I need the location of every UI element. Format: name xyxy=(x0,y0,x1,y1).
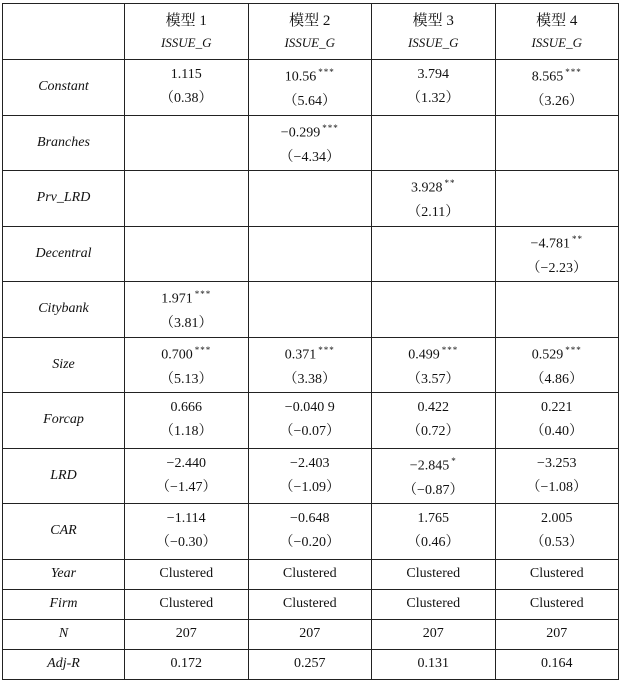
coefficient-value: −4.781 xyxy=(530,236,570,252)
coefficient-value: −0.299 xyxy=(280,125,321,141)
coefficient-value: −0.648 xyxy=(290,511,330,527)
footer-value: Clustered xyxy=(372,589,496,619)
coefficient-cell xyxy=(125,226,249,282)
footer-value: Clustered xyxy=(248,559,372,589)
variable-name: Forcap xyxy=(3,393,125,449)
variable-name: Branches xyxy=(3,115,125,171)
t-statistic: （−2.23） xyxy=(526,260,587,276)
footer-label: Year xyxy=(3,559,125,589)
footer-row xyxy=(3,589,619,619)
coefficient-value: −0.040 9 xyxy=(284,400,335,416)
coefficient-cell xyxy=(372,282,496,338)
coefficient-line xyxy=(500,227,615,257)
footer-value: Clustered xyxy=(125,559,249,589)
t-statistic: （3.81） xyxy=(160,316,213,332)
coefficient-cell xyxy=(125,60,249,116)
coefficient-cell xyxy=(495,226,619,282)
coefficient-cell xyxy=(248,393,372,449)
significance-stars: *** xyxy=(194,289,212,300)
coefficient-line xyxy=(376,449,491,479)
coefficient-value: 0.422 xyxy=(417,400,449,416)
variable-name: Size xyxy=(3,337,125,393)
coefficient-cell xyxy=(248,337,372,393)
coefficient-cell xyxy=(248,504,372,560)
coefficient-value: −2.403 xyxy=(290,455,330,471)
coefficient-cell xyxy=(372,504,496,560)
coefficient-value: −2.440 xyxy=(166,455,206,471)
coefficient-value: 0.529 xyxy=(531,347,564,363)
t-statistic: （−4.34） xyxy=(279,149,340,165)
t-statistic: （4.86） xyxy=(530,371,583,387)
footer-value: Clustered xyxy=(372,559,496,589)
t-statistic: （0.72） xyxy=(407,424,460,440)
footer-value: 0.131 xyxy=(372,649,496,679)
coefficient-cell xyxy=(248,60,372,116)
coefficient-value: 1.765 xyxy=(417,511,449,527)
footer-value: Clustered xyxy=(248,589,372,619)
coefficient-line xyxy=(376,171,491,201)
table-row xyxy=(3,115,619,171)
t-statistic: （3.57） xyxy=(407,371,460,387)
table-row xyxy=(3,60,619,116)
coefficient-value: 3.794 xyxy=(417,67,449,83)
t-statistic: （0.46） xyxy=(407,535,460,551)
coefficient-cell xyxy=(125,337,249,393)
dependent-variable: ISSUE_G xyxy=(284,34,336,50)
t-statistic: （−0.20） xyxy=(279,535,340,551)
coefficient-line xyxy=(500,507,615,531)
t-statistic: （−0.30） xyxy=(156,535,217,551)
table-row xyxy=(3,504,619,560)
coefficient-line xyxy=(253,338,368,368)
model-label: 模型 2 xyxy=(289,12,331,29)
dependent-variable: ISSUE_G xyxy=(407,34,459,50)
t-statistic: （0.53） xyxy=(530,535,583,551)
coefficient-value: −2.845 xyxy=(409,458,450,474)
coefficient-line xyxy=(376,338,491,368)
dependent-variable: ISSUE_G xyxy=(160,34,212,50)
footer-value: 0.257 xyxy=(248,649,372,679)
coefficient-line xyxy=(129,396,244,420)
coefficient-cell xyxy=(248,115,372,171)
coefficient-cell xyxy=(372,393,496,449)
significance-stars: ** xyxy=(444,178,456,189)
coefficient-value: 10.56 xyxy=(284,70,317,86)
footer-value: Clustered xyxy=(125,589,249,619)
coefficient-value: 1.971 xyxy=(161,292,193,308)
header-blank-cell xyxy=(3,4,125,60)
coefficient-cell xyxy=(495,448,619,504)
coefficient-value: 0.499 xyxy=(408,347,440,363)
table-row xyxy=(3,226,619,282)
coefficient-cell xyxy=(372,171,496,227)
footer-label: N xyxy=(3,619,125,649)
coefficient-cell xyxy=(495,393,619,449)
coefficient-line xyxy=(500,396,615,420)
footer-value: 0.172 xyxy=(125,649,249,679)
t-statistic: （−0.87） xyxy=(403,482,464,498)
coefficient-value: 0.666 xyxy=(170,400,202,416)
footer-value: Clustered xyxy=(495,589,619,619)
t-statistic: （0.40） xyxy=(530,424,583,440)
header-model-1 xyxy=(125,4,249,60)
coefficient-cell xyxy=(372,337,496,393)
coefficient-cell xyxy=(125,448,249,504)
table-body xyxy=(3,4,619,680)
coefficient-line xyxy=(253,116,368,146)
coefficient-line xyxy=(253,452,368,476)
coefficient-cell xyxy=(495,171,619,227)
coefficient-cell xyxy=(372,448,496,504)
model-label: 模型 1 xyxy=(165,12,207,29)
t-statistic: （−0.07） xyxy=(279,424,340,440)
t-statistic: （−1.09） xyxy=(279,479,340,495)
footer-row xyxy=(3,559,619,589)
dependent-variable: ISSUE_G xyxy=(531,34,583,50)
table-row xyxy=(3,448,619,504)
t-statistic: （5.13） xyxy=(160,371,213,387)
table-row xyxy=(3,337,619,393)
model-label: 模型 3 xyxy=(412,12,454,29)
coefficient-line xyxy=(129,63,244,87)
footer-value: 0.164 xyxy=(495,649,619,679)
footer-label: Firm xyxy=(3,589,125,619)
coefficient-line xyxy=(253,396,368,420)
significance-stars: * xyxy=(451,455,457,466)
coefficient-cell xyxy=(248,448,372,504)
header-row xyxy=(3,4,619,60)
coefficient-line xyxy=(376,507,491,531)
coefficient-line xyxy=(253,60,368,90)
t-statistic: （0.38） xyxy=(160,91,213,107)
coefficient-cell xyxy=(495,337,619,393)
significance-stars: *** xyxy=(565,344,582,355)
coefficient-line xyxy=(500,452,615,476)
footer-value: 207 xyxy=(248,619,372,649)
table-row xyxy=(3,393,619,449)
coefficient-line xyxy=(253,507,368,531)
t-statistic: （2.11） xyxy=(407,205,460,221)
coefficient-value: 3.928 xyxy=(411,181,443,197)
coefficient-cell xyxy=(125,504,249,560)
variable-name: LRD xyxy=(3,448,125,504)
coefficient-value: 0.371 xyxy=(284,347,317,363)
variable-name: Decentral xyxy=(3,226,125,282)
t-statistic: （3.38） xyxy=(283,371,336,387)
variable-name: Citybank xyxy=(3,282,125,338)
coefficient-cell xyxy=(125,393,249,449)
significance-stars: ** xyxy=(571,233,583,244)
t-statistic: （5.64） xyxy=(283,94,336,110)
t-statistic: （1.18） xyxy=(160,424,213,440)
coefficient-line xyxy=(129,282,244,312)
coefficient-cell xyxy=(495,282,619,338)
coefficient-value: −1.114 xyxy=(166,511,206,527)
footer-value: 207 xyxy=(495,619,619,649)
coefficient-value: 8.565 xyxy=(531,70,564,86)
t-statistic: （1.32） xyxy=(407,91,460,107)
significance-stars: *** xyxy=(441,344,459,355)
coefficient-cell xyxy=(495,504,619,560)
footer-value: 207 xyxy=(372,619,496,649)
variable-name: Prv_LRD xyxy=(3,171,125,227)
coefficient-cell xyxy=(125,171,249,227)
coefficient-line xyxy=(376,63,491,87)
significance-stars: *** xyxy=(322,122,339,133)
t-statistic: （−1.08） xyxy=(526,479,587,495)
coefficient-cell xyxy=(248,282,372,338)
coefficient-line xyxy=(500,60,615,90)
footer-label: Adj-R xyxy=(3,649,125,679)
coefficient-value: 0.221 xyxy=(541,400,573,416)
t-statistic: （3.26） xyxy=(530,94,583,110)
significance-stars: *** xyxy=(194,344,212,355)
coefficient-cell xyxy=(495,115,619,171)
coefficient-cell xyxy=(248,226,372,282)
table-row xyxy=(3,282,619,338)
coefficient-line xyxy=(376,396,491,420)
coefficient-value: 2.005 xyxy=(541,511,573,527)
coefficient-value: 0.700 xyxy=(161,347,193,363)
coefficient-line xyxy=(129,452,244,476)
coefficient-cell xyxy=(372,60,496,116)
coefficient-line xyxy=(129,338,244,368)
coefficient-line xyxy=(500,338,615,368)
significance-stars: *** xyxy=(565,67,582,78)
coefficient-cell xyxy=(248,171,372,227)
coefficient-cell xyxy=(372,226,496,282)
model-label: 模型 4 xyxy=(536,12,578,29)
header-model-2 xyxy=(248,4,372,60)
coefficient-cell xyxy=(125,282,249,338)
significance-stars: *** xyxy=(318,344,335,355)
t-statistic: （−1.47） xyxy=(156,479,217,495)
coefficient-cell xyxy=(495,60,619,116)
coefficient-value: 1.115 xyxy=(170,67,202,83)
coefficient-cell xyxy=(372,115,496,171)
footer-value: Clustered xyxy=(495,559,619,589)
variable-name: CAR xyxy=(3,504,125,560)
coefficient-value: −3.253 xyxy=(537,455,577,471)
table-row xyxy=(3,171,619,227)
regression-table xyxy=(2,3,619,680)
header-model-3 xyxy=(372,4,496,60)
variable-name: Constant xyxy=(3,60,125,116)
significance-stars: *** xyxy=(318,67,335,78)
coefficient-line xyxy=(129,507,244,531)
footer-row xyxy=(3,619,619,649)
coefficient-cell xyxy=(125,115,249,171)
footer-value: 207 xyxy=(125,619,249,649)
header-model-4 xyxy=(495,4,619,60)
